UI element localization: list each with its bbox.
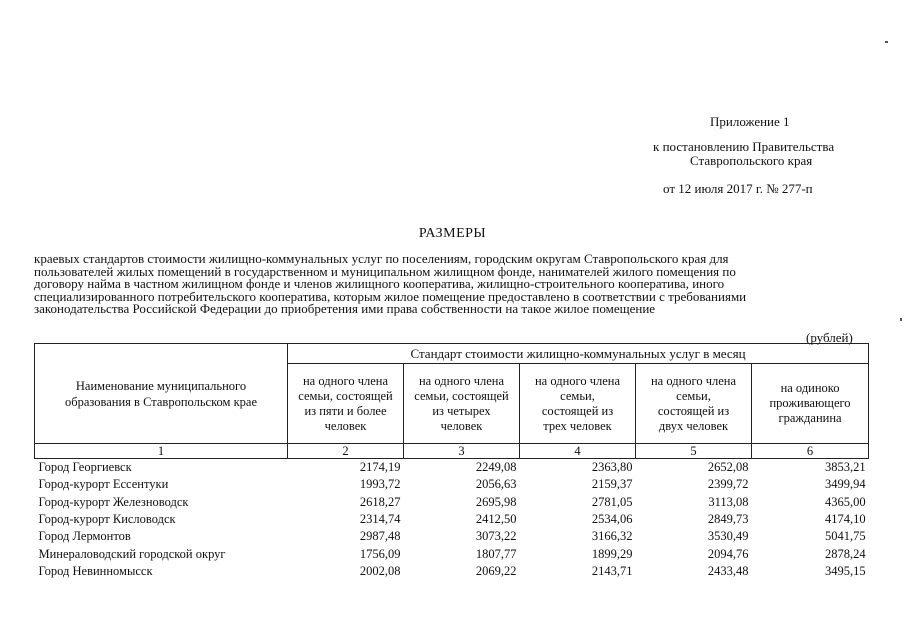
cost-value: 2399,72 — [707, 477, 749, 492]
table-row — [35, 494, 869, 511]
document-description — [34, 253, 866, 316]
cost-value: 3073,22 — [475, 529, 517, 544]
appendix-label: Приложение 1 — [710, 114, 790, 129]
resolution-line: к постановлению Правительства — [653, 139, 835, 154]
cost-value: 3495,15 — [824, 563, 866, 578]
municipality-name: Город Георгиевск — [38, 460, 132, 475]
cost-value: 2534,06 — [591, 512, 633, 527]
table-row — [35, 545, 869, 562]
cost-value: 2412,50 — [475, 512, 517, 527]
description-line: краевых стандартов стоимости жилищно-коммунальных услуг по поселениям, городским округам Ставропольского края для — [34, 251, 729, 266]
cost-value: 2781,05 — [591, 494, 633, 509]
cost-value: 2987,48 — [359, 529, 401, 544]
cost-value: 5041,75 — [824, 529, 866, 544]
cost-value: 2618,27 — [359, 494, 401, 509]
cost-value: 2056,63 — [475, 477, 517, 492]
cost-value: 1993,72 — [359, 477, 401, 492]
cost-value: 3530,49 — [707, 529, 749, 544]
description-line: законодательства Российской Федерации до приобретения ими права собственности на такое жилое помещение — [34, 301, 656, 317]
table-row — [35, 459, 869, 477]
column-number: 2 — [288, 444, 404, 459]
description-line: пользователей жилых помещений в государственном и муниципальном жилищном фонде, нанимателей жилого помещения по — [34, 263, 736, 279]
table-row — [35, 511, 869, 528]
cost-value: 1756,09 — [359, 546, 401, 561]
cost-value: 2433,48 — [707, 563, 749, 578]
column-header-five-plus: на одного члена семьи, состоящей из пяти и более человек — [288, 364, 404, 444]
table-row — [35, 528, 869, 545]
cost-value: 2002,08 — [359, 563, 401, 578]
cost-value: 2069,22 — [475, 563, 517, 578]
document-title: РАЗМЕРЫ — [418, 226, 487, 241]
cost-value: 1807,77 — [475, 546, 517, 561]
column-number: 3 — [404, 444, 520, 459]
cost-value: 3853,21 — [824, 460, 866, 475]
standards-table — [34, 343, 869, 580]
column-header-four: на одного члена семьи, состоящей из четырех человек — [404, 364, 520, 444]
cost-value: 3166,32 — [591, 529, 633, 544]
description-line: договору найма в частном жилищном фонде и членов жилищного кооператива, жилищно-строительного кооператива, иного — [34, 276, 725, 292]
municipality-name: Город-курорт Ессентуки — [38, 477, 169, 492]
municipality-name: Город-курорт Железноводск — [38, 494, 189, 509]
scan-speck — [885, 41, 888, 43]
cost-value: 2695,98 — [475, 494, 517, 509]
column-number: 4 — [520, 444, 636, 459]
cost-value: 2849,73 — [707, 512, 749, 527]
municipality-name: Город-курорт Кисловодск — [38, 512, 176, 527]
table-row — [35, 476, 869, 493]
cost-value: 2363,80 — [591, 460, 633, 475]
cost-value: 4365,00 — [824, 494, 866, 509]
units-label: (рублей) — [806, 330, 853, 345]
column-header-single: на одиноко проживающего гражданина — [752, 364, 869, 444]
cost-value: 1899,29 — [591, 546, 633, 561]
municipality-column-header: Наименование муниципального образования в Ставропольском крае — [35, 344, 288, 444]
municipality-name: Минераловодский городской округ — [38, 546, 226, 561]
cost-standard-group-header: Стандарт стоимости жилищно-коммунальных услуг в месяц — [288, 344, 869, 364]
scan-speck — [900, 318, 902, 321]
cost-value: 3499,94 — [824, 477, 866, 492]
table-row — [35, 563, 869, 580]
municipality-name: Город Невинномысск — [38, 563, 153, 578]
column-header-two: на одного члена семьи, состоящей из двух человек — [636, 364, 752, 444]
cost-value: 2878,24 — [824, 546, 866, 561]
column-number: 5 — [636, 444, 752, 459]
cost-value: 2249,08 — [475, 460, 517, 475]
cost-value: 4174,10 — [824, 512, 866, 527]
cost-value: 2143,71 — [591, 563, 633, 578]
resolution-date: от 12 июля 2017 г. № 277-п — [663, 181, 813, 196]
column-number: 1 — [35, 444, 288, 459]
column-header-three: на одного члена семьи, состоящей из трех человек — [520, 364, 636, 444]
cost-value: 2094,76 — [707, 546, 749, 561]
cost-value: 2314,74 — [359, 512, 401, 527]
cost-value: 2652,08 — [707, 460, 749, 475]
description-line: специализированного потребительского кооператива, которым жилое помещение предоставлено в соответствии с требованиями — [34, 288, 747, 304]
column-number: 6 — [752, 444, 869, 459]
municipality-name: Город Лермонтов — [38, 529, 131, 544]
region-line: Ставропольского края — [690, 153, 813, 168]
cost-value: 2159,37 — [591, 477, 633, 492]
cost-value: 3113,08 — [708, 494, 749, 509]
cost-value: 2174,19 — [359, 460, 401, 475]
